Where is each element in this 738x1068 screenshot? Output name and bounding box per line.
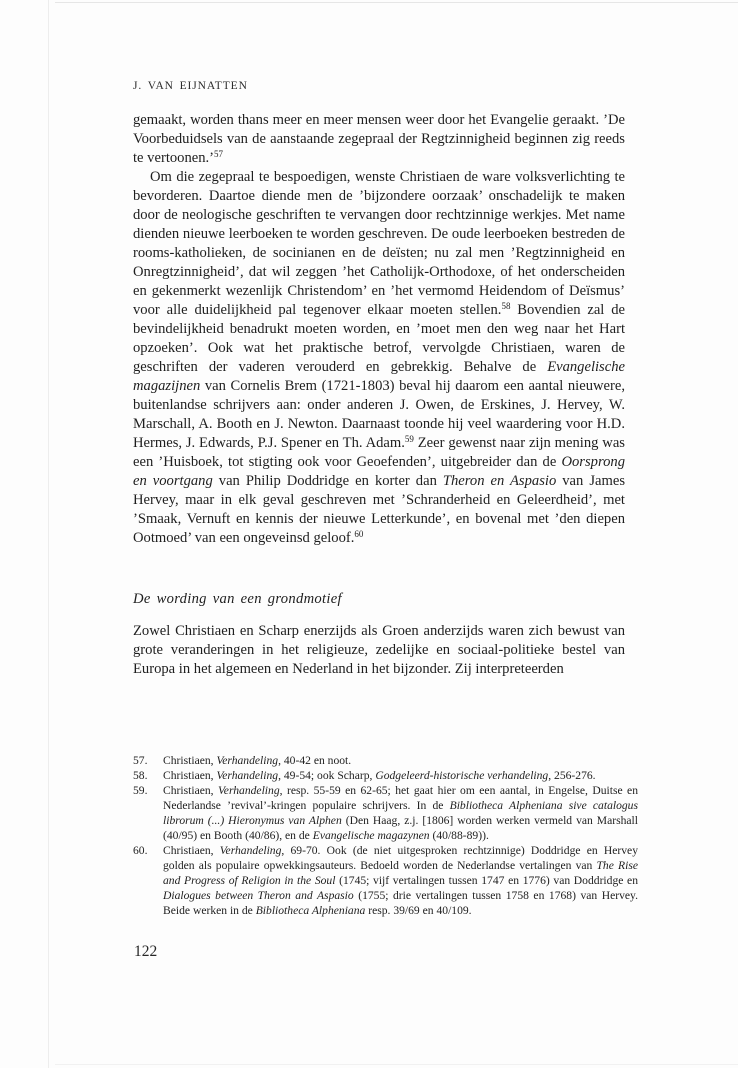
paragraph: Om die zegepraal te bespoedigen, wenste Christiaen de ware volksverlichting te bevorderen. Daartoe diende men de ’bijzondere oorzaak’ onschadelijk te maken door de neologische geschriften te vervangen door rechtzinnige werkjes. Met name dienden nieuwe leerboeken te worden geschreven. De oude leerboeken bestreden de rooms-katholieken, de socinianen en de deïsten; nu zal men ’Regtzinnigheid en Onregtzinnigheid’, dat wil zeggen ’het Catholijk-Orthodoxe, of het onderscheiden en gekenmerkt wezenlijk Christendom’ en ’het vermomd Heidendom of Deïsmus’ voor alle duidelijkheid pal tegenover elkaar moeten stellen.$^{58}$ Bovendien zal de bevindelijkheid benadrukt moeten worden, en ’moet men den weg naar het Hart opzoeken’. Ook wat het praktische betrof, vervolgde Christiaen, waren de geschriften der vaderen verouderd en gebrekkig. Behalve de Evangelische magazijnen van Cornelis Brem (1721-1803) beval hij daarom een aantal nieuwere, buitenlandse schrijvers aan: onder anderen J. Owen, de Erskines, J. Hervey, W. Marschall, A. Booth en J. Newton. Daarnaast toonde hij veel waardering voor H.D. Hermes, J. Edwards, P.J. Spener en Th. Adam.$^{59}$ Zeer gewenst naar zijn mening was een ’Huisboek, tot stigting ook voor Geoefenden’, uitgebreider dan de Oorsprong en voortgang van Philip Doddridge en korter dan Theron en Aspasio van James Hervey, maar in elk geval geschreven met ’Schranderheid en Geleerdheid’, met ’Smaak, Vernuft en kennis der nieuwe Letterkunde’, en bovenal met ’den diepen Ootmoed’ van een ongeveinsd geloof.$^{60}$	[133, 169, 625, 546]
footnote	[133, 753, 638, 768]
footnote-text: Christiaen, Verhandeling, 40-42 en noot.	[163, 754, 352, 767]
footnote	[133, 783, 638, 843]
footnote-text: Christiaen, Verhandeling, resp. 55-59 en 62-65; het gaat hier om een aantal, in Engelse, Duitse en Nederlandse ’revival’-kringen populaire schrijvers. In de Bibliotheca Alpheniana sive catalogus librorum (...) Hieronymus van Alphen (Den Haag, z.j. [1806] worden werken vermeld van Marshall (40/95) en Booth (40/86), en de Evangelische magazynen (40/88-89)).	[163, 784, 638, 842]
page-number: 122	[134, 943, 158, 960]
footnote	[133, 843, 638, 918]
body-text	[133, 111, 625, 679]
running-header: J. VAN EIJNATTEN	[133, 80, 248, 92]
footnote	[133, 768, 638, 783]
section-heading: De wording van een grondmotief	[133, 591, 342, 607]
scan-edge-left	[48, 0, 49, 1068]
footnote-text: Christiaen, Verhandeling, 49-54; ook Scharp, Godgeleerd-historische verhandeling, 256-276.	[163, 769, 596, 782]
footnote-number: 59.	[133, 784, 148, 797]
scan-edge-top	[55, 2, 738, 3]
paragraph: gemaakt, worden thans meer en meer mensen weer door het Evangelie geraakt. ’De Voorbeduidsels van de aanstaande zegepraal der Regtzinnigheid beginnen zig reeds te vertoonen.’$^{57}$	[133, 112, 625, 166]
scan-edge-bottom	[55, 1064, 738, 1065]
footnotes	[133, 753, 638, 918]
footnote-number: 58.	[133, 769, 148, 782]
footnote-number: 60.	[133, 844, 148, 857]
footnote-number: 57.	[133, 754, 148, 767]
paragraph: Zowel Christiaen en Scharp enerzijds als Groen anderzijds waren zich bewust van grote veranderingen in het religieuze, zedelijke en sociaal-politieke bestel van Europa in het algemeen en Nederland in het bijzonder. Zij interpreteerden	[133, 623, 625, 677]
footnote-text: Christiaen, Verhandeling, 69-70. Ook (de niet uitgesproken rechtzinnige) Doddridge en Hervey golden als populaire opwekkingsauteurs. Bedoeld worden de Nederlandse vertalingen van The Rise and Progress of Religion in the Soul (1745; vijf vertalingen tussen 1747 en 1776) van Doddridge en Dialogues between Theron and Aspasio (1755; drie vertalingen tussen 1758 en 1768) van Hervey. Beide werken in de Bibliotheca Alpheniana resp. 39/69 en 40/109.	[163, 844, 639, 917]
